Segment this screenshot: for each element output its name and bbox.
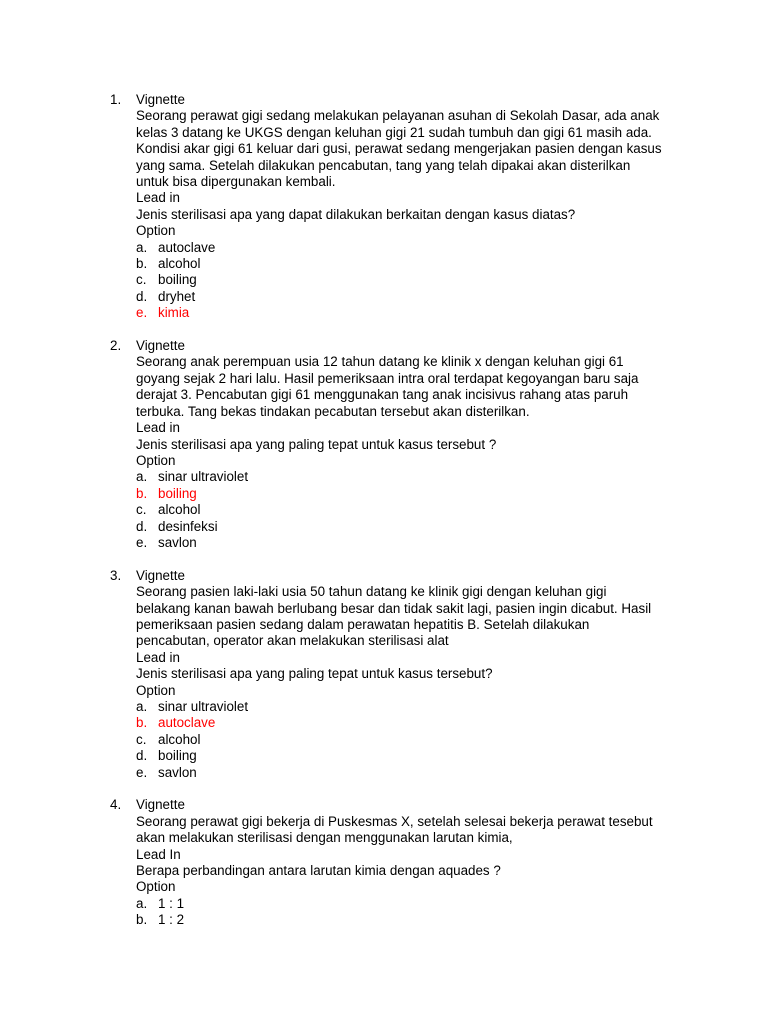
option-item: [136, 272, 678, 288]
vignette-line: pemeriksaan pasien sedang dalam perawatan hepatitis B. Setelah dilakukan: [136, 616, 590, 632]
vignette-line: Seorang perawat gigi bekerja di Puskesmas X, setelah selesai bekerja perawat tesebut: [136, 813, 653, 829]
option-text: boiling: [158, 748, 197, 764]
question-number: 2.: [110, 338, 122, 354]
vignette-line: pencabutan, operator akan melakukan sterilisasi alat: [136, 633, 449, 649]
vignette-line: terbuka. Tang bekas tindakan pecabutan tersebut akan disterilkan.: [136, 403, 530, 419]
option-item: [136, 289, 678, 305]
option-text: 1 : 1: [158, 895, 185, 911]
question-body: [136, 797, 678, 928]
vignette-label: Vignette: [136, 338, 185, 354]
vignette-line: kelas 3 datang ke UKGS dengan keluhan gigi 21 sudah tumbuh dan gigi 61 masih ada.: [136, 124, 652, 140]
option-item: [136, 535, 678, 551]
option-letter: e.: [136, 534, 148, 550]
vignette-line: Seorang pasien laki-laki usia 50 tahun datang ke klinik gigi dengan keluhan gigi: [136, 584, 607, 600]
lead-in-label: Lead in: [136, 190, 180, 206]
vignette-line: Kondisi akar gigi 61 keluar dari gusi, perawat sedang mengerjakan pasien dengan kasus: [136, 141, 662, 157]
question-item: [110, 338, 678, 551]
option-item: [136, 469, 678, 485]
vignette-label: Vignette: [136, 797, 185, 813]
option-item-correct: [136, 486, 678, 502]
option-letter: d.: [136, 748, 148, 764]
vignette-line: Seorang anak perempuan usia 12 tahun datang ke klinik x dengan keluhan gigi 61: [136, 354, 624, 370]
option-letter: a.: [136, 239, 148, 255]
option-letter: e.: [136, 764, 148, 780]
question-item: [110, 797, 678, 928]
option-letter: a.: [136, 469, 148, 485]
option-item-correct: [136, 305, 678, 321]
option-text: boiling: [158, 485, 197, 501]
question-body: [136, 338, 678, 551]
option-text: autoclave: [158, 715, 216, 731]
option-letter: a.: [136, 895, 148, 911]
option-item-correct: [136, 715, 678, 731]
option-item: [136, 748, 678, 764]
lead-in-question: Jenis sterilisasi apa yang dapat dilakukan berkaitan dengan kasus diatas?: [136, 206, 576, 222]
lead-in-question: Jenis sterilisasi apa yang paling tepat untuk kasus tersebut ?: [136, 436, 497, 452]
question-number: 1.: [110, 92, 122, 107]
option-letter: e.: [136, 305, 148, 321]
option-letter: b.: [136, 715, 148, 731]
vignette-line: untuk bisa dipergunakan kembali.: [136, 174, 336, 190]
vignette-label: Vignette: [136, 567, 185, 583]
vignette-line: derajat 3. Pencabutan gigi 61 menggunakan tang anak incisivus rahang atas paruh: [136, 387, 629, 403]
question-body: [136, 92, 678, 322]
question-body: [136, 568, 678, 781]
option-letter: d.: [136, 288, 148, 304]
option-text: savlon: [158, 764, 197, 780]
option-text: alcohol: [158, 256, 201, 272]
option-letter: a.: [136, 699, 148, 714]
option-item: [136, 732, 678, 748]
vignette-line: yang sama. Setelah dilakukan pencabutan, tang yang telah dipakai akan disterilkan: [136, 157, 631, 173]
lead-in-label: Lead in: [136, 420, 180, 436]
lead-in-label: Lead In: [136, 846, 181, 862]
question-number: 4.: [110, 797, 122, 813]
lead-in-question: Jenis sterilisasi apa yang paling tepat untuk kasus tersebut?: [136, 666, 493, 682]
option-text: sinar ultraviolet: [158, 469, 249, 485]
option-letter: b.: [136, 485, 148, 501]
option-label: Option: [136, 223, 176, 239]
option-item: [136, 896, 678, 912]
option-letter: c.: [136, 502, 147, 518]
option-label: Option: [136, 682, 176, 698]
option-text: desinfeksi: [158, 518, 218, 534]
question-number: 3.: [110, 567, 122, 583]
option-text: alcohol: [158, 731, 201, 747]
option-letter: d.: [136, 518, 148, 534]
vignette-line: goyang sejak 2 hari lalu. Hasil pemeriksaan intra oral terdapat kegoyangan baru saja: [136, 370, 639, 386]
option-text: 1 : 2: [158, 912, 185, 928]
lead-in-question: Berapa perbandingan antara larutan kimia dengan aquades ?: [136, 863, 501, 879]
option-letter: b.: [136, 912, 148, 928]
vignette-line: belakang kanan bawah berlubang besar dan tidak sakit lagi, pasien ingin dicabut. Hasil: [136, 600, 652, 616]
option-label: Option: [136, 452, 176, 468]
option-item: [136, 912, 678, 928]
question-item: [110, 92, 678, 322]
question-list: [110, 92, 678, 945]
option-text: boiling: [158, 272, 197, 288]
option-letter: c.: [136, 272, 147, 288]
option-text: alcohol: [158, 502, 201, 518]
option-item: [136, 699, 678, 715]
option-label: Option: [136, 879, 176, 895]
option-item: [136, 502, 678, 518]
option-text: autoclave: [158, 239, 216, 255]
option-item: [136, 765, 678, 781]
option-item: [136, 256, 678, 272]
option-letter: c.: [136, 731, 147, 747]
option-letter: b.: [136, 256, 148, 272]
option-text: savlon: [158, 534, 197, 550]
option-item: [136, 240, 678, 256]
vignette-line: akan melakukan sterilisasi dengan menggunakan larutan kimia,: [136, 830, 513, 846]
option-text: dryhet: [158, 288, 196, 304]
vignette-label: Vignette: [136, 92, 185, 107]
question-item: [110, 568, 678, 781]
option-item: [136, 519, 678, 535]
option-text: kimia: [158, 305, 190, 321]
option-text: sinar ultraviolet: [158, 699, 249, 714]
vignette-line: Seorang perawat gigi sedang melakukan pelayanan asuhan di Sekolah Dasar, ada anak: [136, 108, 660, 124]
lead-in-label: Lead in: [136, 649, 180, 665]
